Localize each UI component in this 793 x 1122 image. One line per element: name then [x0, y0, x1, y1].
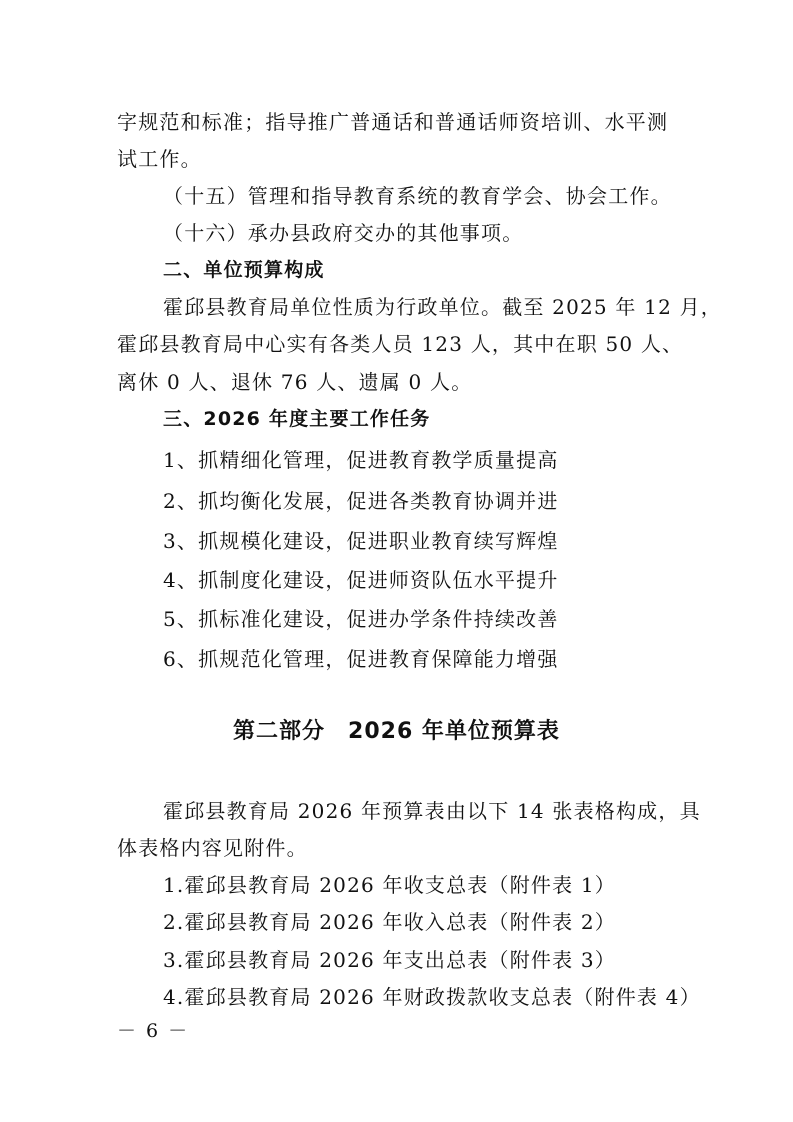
part-title: 第二部分 2026 年单位预算表: [233, 719, 560, 744]
text-line: 试工作。: [117, 147, 202, 171]
list-item: 3、抓规模化建设，促进职业教育续写辉煌: [163, 529, 559, 553]
text-line: 字规范和标准；指导推广普通话和普通话师资培训、水平测: [117, 110, 669, 134]
text-line: （十六）承办县政府交办的其他事项。: [163, 221, 524, 245]
text-line: 体表格内容见附件。: [117, 836, 308, 860]
list-item: 1.霍邱县教育局 2026 年收支总表（附件表 1）: [163, 873, 616, 897]
text-line: 霍邱县教育局 2026 年预算表由以下 14 张表格构成，具: [163, 799, 701, 823]
list-item: 4.霍邱县教育局 2026 年财政拨款收支总表（附件表 4）: [163, 985, 701, 1009]
list-item: 2、抓均衡化发展，促进各类教育协调并进: [163, 489, 559, 513]
text-line: 离休 0 人、退休 76 人、遗属 0 人。: [117, 370, 473, 394]
section-heading: 二、单位预算构成: [163, 259, 325, 281]
list-item: 5、抓标准化建设，促进办学条件持续改善: [163, 607, 559, 631]
text-line: 霍邱县教育局中心实有各类人员 123 人，其中在职 50 人、: [117, 332, 684, 356]
list-item: 4、抓制度化建设，促进师资队伍水平提升: [163, 568, 559, 592]
text-line: 霍邱县教育局单位性质为行政单位。截至 2025 年 12 月，: [163, 295, 722, 319]
text-line: （十五）管理和指导教育系统的教育学会、协会工作。: [163, 184, 672, 208]
list-item: 1、抓精细化管理，促进教育教学质量提高: [163, 448, 559, 472]
section-heading: 三、2026 年度主要工作任务: [163, 408, 431, 430]
page-number: － 6 －: [117, 1020, 190, 1042]
list-item: 2.霍邱县教育局 2026 年收入总表（附件表 2）: [163, 910, 616, 934]
list-item: 6、抓规范化管理，促进教育保障能力增强: [163, 647, 559, 671]
list-item: 3.霍邱县教育局 2026 年支出总表（附件表 3）: [163, 948, 616, 972]
